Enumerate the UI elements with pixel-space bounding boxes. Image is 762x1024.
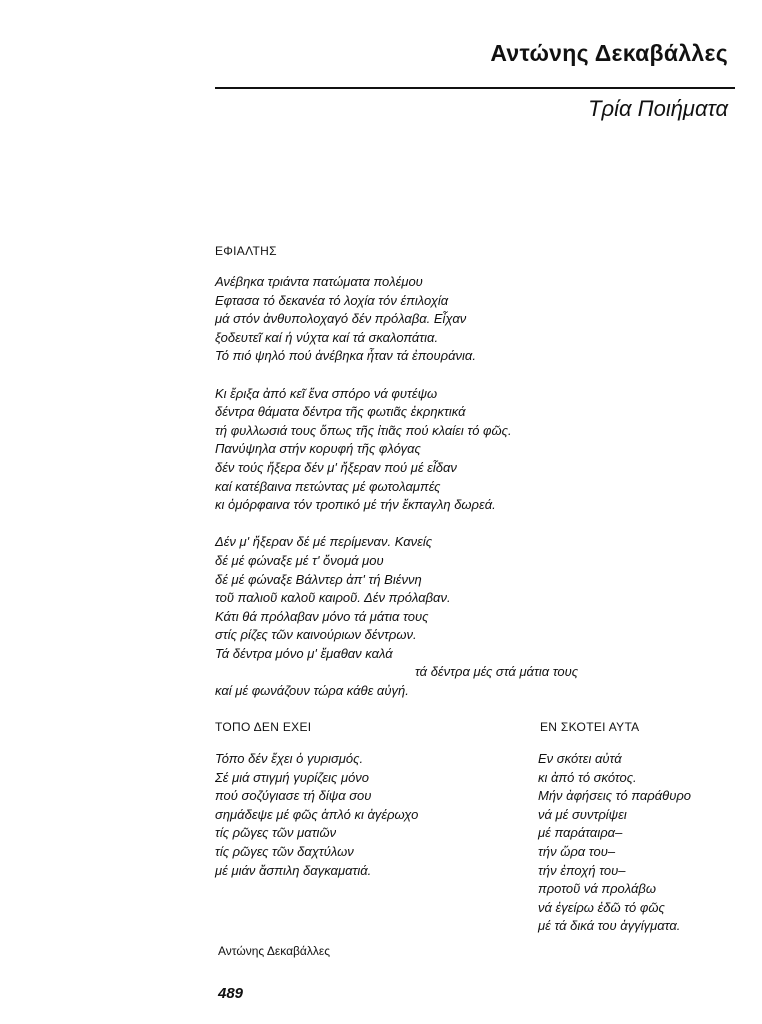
poem-line: Δέν μ' ἤξεραν δέ μέ περίμεναν. Κανείς [215, 534, 433, 550]
poem-line: κι ὀμόρφαινα τόν τροπικό μέ τήν ἔκπαγλη δωρεά. [215, 497, 496, 513]
poem-line: τήν ἐποχή του– [538, 862, 626, 878]
poem-line: τίς ρῶγες τῶν ματιῶν [215, 825, 337, 841]
poem-line: καί μέ φωνάζουν τώρα κάθε αὐγή. [215, 683, 409, 699]
poem-title-topo-den-exei: ΤΟΠΟ ΔΕΝ ΕΧΕΙ [215, 720, 312, 734]
poem-line: δέ μέ φώναξε μέ τ' ὄνομά μου [215, 552, 384, 568]
poem-line: καί κατέβαινα πετώντας μέ φωτολαμπές [215, 478, 441, 494]
stanza [215, 750, 418, 880]
poem-line: μέ μιάν ἄσπιλη δαγκαματιά. [215, 862, 372, 878]
poem-line: τοῦ παλιοῦ καλοῦ καιροῦ. Δέν πρόλαβαν. [215, 590, 451, 606]
poem-line: προτοῦ νά προλάβω [538, 881, 656, 897]
poem-body-efialtis [215, 273, 578, 701]
poem-title-efialtis: ΕΦΙΑΛΤΗΣ [215, 244, 277, 258]
poem-line: Τό πιό ψηλό πού ἀνέβηκα ἦταν τά ἐπουράνια. [215, 348, 476, 364]
poem-line: νά ἐγείρω ἐδῶ τό φῶς [538, 899, 665, 915]
poem-line: Τόπο δέν ἔχει ὁ γυρισμός. [215, 751, 364, 766]
poem-line: Εφτασα τό δεκανέα τό λοχία τόν έπιλοχία [215, 292, 449, 308]
poem-line: δέντρα θάματα δέντρα τῆς φωτιᾶς ἐκρηκτικά [215, 404, 466, 420]
stanza [215, 533, 578, 700]
poem-line: Κάτι θά πρόλαβαν μόνο τά μάτια τους [215, 608, 429, 624]
collection-subtitle: Τρία Ποιήματα [588, 96, 728, 121]
poem-line: τήν ὥρα του– [538, 843, 616, 859]
author-signature: Αντώνης Δεκαβάλλες [218, 944, 330, 958]
poem-body-en-skotei-afta [538, 750, 691, 936]
stanza [538, 750, 691, 936]
poem-body-topo-den-exei [215, 750, 418, 880]
poem-line: στίς ρίζες τῶν καινούριων δέντρων. [215, 627, 417, 643]
poem-line: μά στόν ἀνθυπολοχαγό δέν πρόλαβα. Εἶχαν [215, 311, 467, 327]
poem-line: Σέ μιά στιγμή γυρίζεις μόνο [215, 769, 370, 785]
poem-line: δέν τούς ἤξερα δέν μ' ἤξεραν πού μέ εἶδαν [215, 459, 457, 475]
poem-line: Μήν ἀφήσεις τό παράθυρο [538, 788, 692, 804]
poem-line: σημάδεψε μέ φῶς ἁπλό κι ἀγέρωχο [215, 806, 419, 822]
poem-line: νά μέ συντρίψει [538, 806, 627, 822]
poem-title-en-skotei-afta: ΕΝ ΣΚΟΤΕΙ ΑΥΤΑ [540, 720, 640, 734]
poem-line: Ανέβηκα τριάντα πατώματα πολέμου [215, 274, 423, 289]
poem-line: δέ μέ φώναξε Βάλντερ ἀπ' τή Βιέννη [215, 571, 422, 587]
poem-line: τή φυλλωσιά τους ὅπως τῆς ἰτιᾶς πού κλαίει τό φῶς. [215, 422, 512, 438]
poem-line: Κι ἔριξα ἀπό κεῖ ἕνα σπόρο νά φυτέψω [215, 385, 438, 401]
header-rule [215, 87, 735, 89]
poem-line: Τά δέντρα μόνο μ' ἔμαθαν καλά [215, 645, 393, 661]
poem-line: τίς ρῶγες τῶν δαχτύλων [215, 843, 354, 859]
poem-line: κι ἀπό τό σκότος. [538, 769, 637, 785]
poem-line: Εν σκότει αὐτά [538, 751, 622, 766]
author-heading: Αντώνης Δεκαβάλλες [490, 40, 728, 66]
poem-line-indented: τά δέντρα μές στά μάτια τους [415, 664, 579, 680]
stanza [215, 273, 578, 366]
poem-line: μέ τά δικά του ἀγγίγματα. [538, 918, 681, 934]
poem-line: μέ παράταιρα– [538, 825, 623, 841]
poem-line: Πανύψηλα στήν κορυφή τῆς φλόγας [215, 441, 421, 457]
stanza [215, 385, 578, 515]
poem-line: ξοδευτεῖ καί ἡ νύχτα καί τά σκαλοπάτια. [215, 329, 439, 345]
page-number: 489 [218, 985, 244, 1002]
poem-line: πού σοζύγιασε τή δίψα σου [215, 788, 372, 804]
